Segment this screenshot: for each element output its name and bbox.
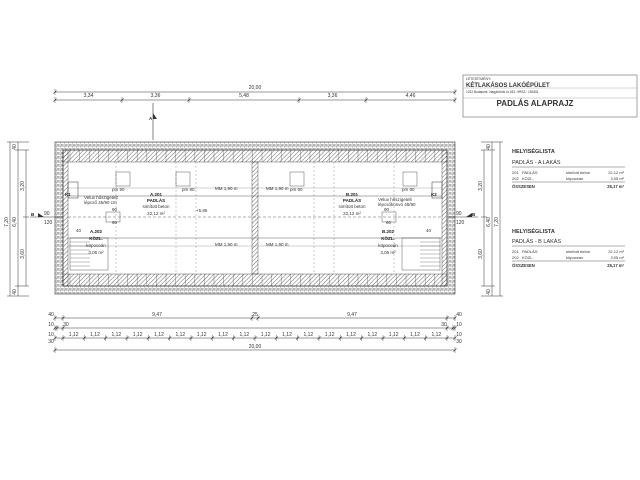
dim-bottom-row3-edge: 10	[48, 332, 54, 338]
section-mark-b-left: B	[31, 212, 35, 217]
dim-bottom-row2: 30	[63, 322, 69, 328]
dim-left-small-bottom: 40	[12, 289, 18, 295]
section-marker-top	[149, 103, 157, 140]
room-a202-floor: köpoceán	[86, 243, 106, 248]
velux-left-2: lépcső 45/90 cm	[84, 200, 117, 205]
pm-label-1: pm 90	[112, 187, 125, 192]
dim-bottom-row3-cell: 1,12	[239, 332, 250, 338]
schedule-b-row-2	[512, 255, 625, 260]
dim-left-upper: 3,20	[20, 181, 26, 191]
dim-bottom-row3-cell: 1,12	[218, 332, 228, 338]
section-mark-b-right: B	[472, 212, 476, 217]
ridge-label-left: MM 1,90 m	[215, 186, 238, 191]
ridge-label-right-bottom: MM 1,90 m	[266, 242, 289, 247]
dim-bottom-row3-cell: 1,12	[410, 332, 420, 338]
velux-right-1: Velux hőszigetelt	[378, 197, 412, 202]
dim-top-segment: 5,48	[239, 93, 249, 99]
dim-right-overall: 7,20	[494, 217, 500, 227]
dim-right-small-top: 40	[486, 144, 492, 150]
room-schedule	[512, 147, 625, 268]
room-a202-name: KÖZL.	[89, 236, 103, 241]
dim-right-upper: 3,20	[478, 181, 484, 191]
room-b201-floor: simított beton	[338, 204, 366, 209]
dim-bottom-row1: 40	[48, 312, 54, 318]
ridge-label-left-bottom: MM 1,90 m	[215, 242, 238, 247]
room-a201-code: A.201	[149, 192, 163, 197]
svg-text:PADLÁS: PADLÁS	[522, 170, 538, 175]
svg-text:22,12 m²: 22,12 m²	[608, 249, 624, 254]
section-left-120: 120	[44, 220, 53, 226]
dim-top-segment: 3,36	[327, 93, 338, 99]
dim-bottom-row3-cell: 1,12	[303, 332, 314, 338]
small-dim-3: 40	[76, 228, 82, 233]
top-segment-labels	[84, 93, 416, 99]
room-b202-name: KÖZL.	[381, 236, 395, 241]
dim-left-inner: 6,40	[12, 217, 18, 227]
pm-label-3: pm 90	[290, 187, 303, 192]
svg-text:PADLÁS: PADLÁS	[522, 249, 538, 254]
svg-text:köpoceán: köpoceán	[566, 176, 584, 181]
dim-bottom-row3-cell: 1,12	[260, 332, 271, 338]
project-name: KÉTLAKÁSOS LAKÓÉPÜLET	[466, 83, 550, 89]
left-dimensions	[7, 142, 29, 296]
dim-bottom-row3-cell: 1,12	[367, 332, 378, 338]
dim-left-lower: 3,60	[20, 249, 26, 259]
dim-bottom-row3-sub: 30	[48, 339, 54, 345]
svg-text:3,05 m²: 3,05 m²	[610, 176, 624, 181]
svg-text:KÖZL.: KÖZL.	[522, 176, 534, 181]
dim-bottom-row3-cell: 1,12	[111, 332, 122, 338]
dim-right-lower: 3,60	[478, 249, 484, 259]
pm-label-2: pm 90	[182, 187, 195, 192]
client-label: LÉTESÍTMÉNY:	[466, 77, 492, 81]
dim-top-segment: 4,46	[405, 93, 416, 99]
dim-bottom-row3-cell: 1,12	[132, 332, 143, 338]
schedule-heading-b: HELYISÉGLISTA	[512, 229, 555, 235]
velux-left-1: Velux hőszigetelt	[84, 195, 118, 200]
dim-bottom-row3-cell: 1,12	[154, 332, 164, 338]
dim-bottom-row3-sub: 30	[456, 339, 462, 345]
bottom-row1-labels	[48, 312, 462, 318]
schedule-b-row-1	[512, 249, 625, 254]
svg-text:simított beton: simított beton	[566, 170, 591, 175]
svg-text:202: 202	[512, 176, 519, 181]
room-a201-name: PADLÁS	[146, 198, 166, 203]
dim-bottom-row2: 10	[456, 322, 462, 328]
section-right-90: 90	[456, 211, 462, 217]
schedule-a-row-2	[512, 176, 625, 181]
room-b202-area: 3,05 m²	[380, 250, 396, 255]
dim-bottom-row3-cell: 1,12	[346, 332, 356, 338]
ridge-label-right: MM 1,90 m	[266, 186, 289, 191]
svg-text:köpoceán: köpoceán	[566, 255, 584, 260]
schedule-a-row-1	[512, 170, 625, 175]
svg-text:simított beton: simított beton	[566, 249, 591, 254]
dim-bottom-row2: 10	[48, 322, 54, 328]
small-dim-2: 60	[112, 220, 118, 225]
schedule-b-total: 25,17 m²	[607, 263, 624, 268]
dim-top-overall: 20,00	[248, 85, 262, 91]
dim-right-small-bottom: 40	[486, 289, 492, 295]
dim-bottom-row3-edge: 10	[456, 332, 462, 338]
title-block	[463, 75, 637, 117]
svg-text:22,12 m²: 22,12 m²	[608, 170, 624, 175]
svg-text:201: 201	[512, 249, 519, 254]
pm-label-4: pm 90	[402, 187, 415, 192]
small-dim-4: 60	[386, 220, 392, 225]
dim-bottom-row3-cell: 1,12	[68, 332, 79, 338]
schedule-b-total-label: ÖSSZESEN	[512, 263, 535, 268]
dim-bottom-row1: 40	[456, 312, 462, 318]
dim-bottom-row1: 25	[252, 312, 258, 318]
project-address: 1232 Budapest, Nagykőrösi út 183. HRSZ.: 181651	[466, 90, 539, 94]
dim-bottom-row3-cell: 1,12	[431, 332, 442, 338]
room-b201-code: B.201	[345, 192, 359, 197]
section-mark-a: A	[149, 116, 153, 121]
section-right-120: 120	[456, 220, 465, 226]
chimney-label-left: K1	[65, 192, 71, 197]
dim-bottom-row1: 9,47	[347, 312, 357, 318]
dim-top-segment: 3,36	[150, 93, 161, 99]
room-b201-area: 22,12 m²	[343, 211, 361, 216]
schedule-group-a-title: PADLÁS - A LAKÁS	[512, 160, 561, 166]
dim-bottom-row3-cell: 1,12	[282, 332, 292, 338]
chimney-label-right: K2	[431, 192, 437, 197]
dim-bottom-row3-cell: 1,12	[175, 332, 186, 338]
svg-text:201: 201	[512, 170, 519, 175]
sheet-title: PADLÁS ALAPRAJZ	[496, 99, 574, 108]
dim-bottom-row3-cell: 1,12	[388, 332, 399, 338]
small-dim-6: 40	[426, 228, 432, 233]
small-dim-5: 90	[384, 207, 390, 212]
level-mark: +5,85	[196, 208, 208, 213]
dim-bottom-row3-cell: 1,12	[196, 332, 207, 338]
dim-bottom-row3-cell: 1,12	[324, 332, 335, 338]
bottom-row2-labels	[48, 322, 462, 328]
schedule-a-total-label: ÖSSZESEN	[512, 184, 535, 189]
dim-left-small-top: 40	[12, 144, 18, 150]
dim-bottom-row1: 9,47	[152, 312, 162, 318]
schedule-a-total: 25,17 m²	[607, 184, 624, 189]
svg-text:202: 202	[512, 255, 519, 260]
small-dim-1: 90	[112, 207, 118, 212]
room-a201-floor: simított beton	[142, 204, 170, 209]
dim-bottom-row2: 30	[441, 322, 447, 328]
room-a201-area: 22,12 m²	[147, 211, 165, 216]
svg-text:3,05 m²: 3,05 m²	[610, 255, 624, 260]
schedule-group-b-title: PADLÁS - B LAKÁS	[512, 239, 562, 245]
room-a202-area: 3,05 m²	[88, 250, 104, 255]
top-dimensions	[54, 89, 457, 103]
schedule-heading-a: HELYISÉGLISTA	[512, 149, 555, 155]
room-b202-code: B.202	[381, 229, 395, 234]
room-b201-name: PADLÁS	[342, 198, 362, 203]
svg-text:KÖZL.: KÖZL.	[522, 255, 534, 260]
section-left-90: 90	[44, 211, 50, 217]
party-wall	[252, 162, 258, 274]
dim-bottom-overall: 20,00	[248, 344, 262, 350]
building-plan	[55, 142, 455, 294]
dim-right-inner: 6,40	[486, 217, 492, 227]
room-b202-floor: köpoceán	[378, 243, 398, 248]
dim-top-segment: 3,34	[83, 93, 94, 99]
dim-bottom-row3-cell: 1,12	[90, 332, 100, 338]
room-a202-code: A.202	[89, 229, 103, 234]
velux-right-2: lépcsőkonvó 45/90	[378, 202, 416, 207]
dim-left-overall: 7,20	[4, 217, 10, 227]
